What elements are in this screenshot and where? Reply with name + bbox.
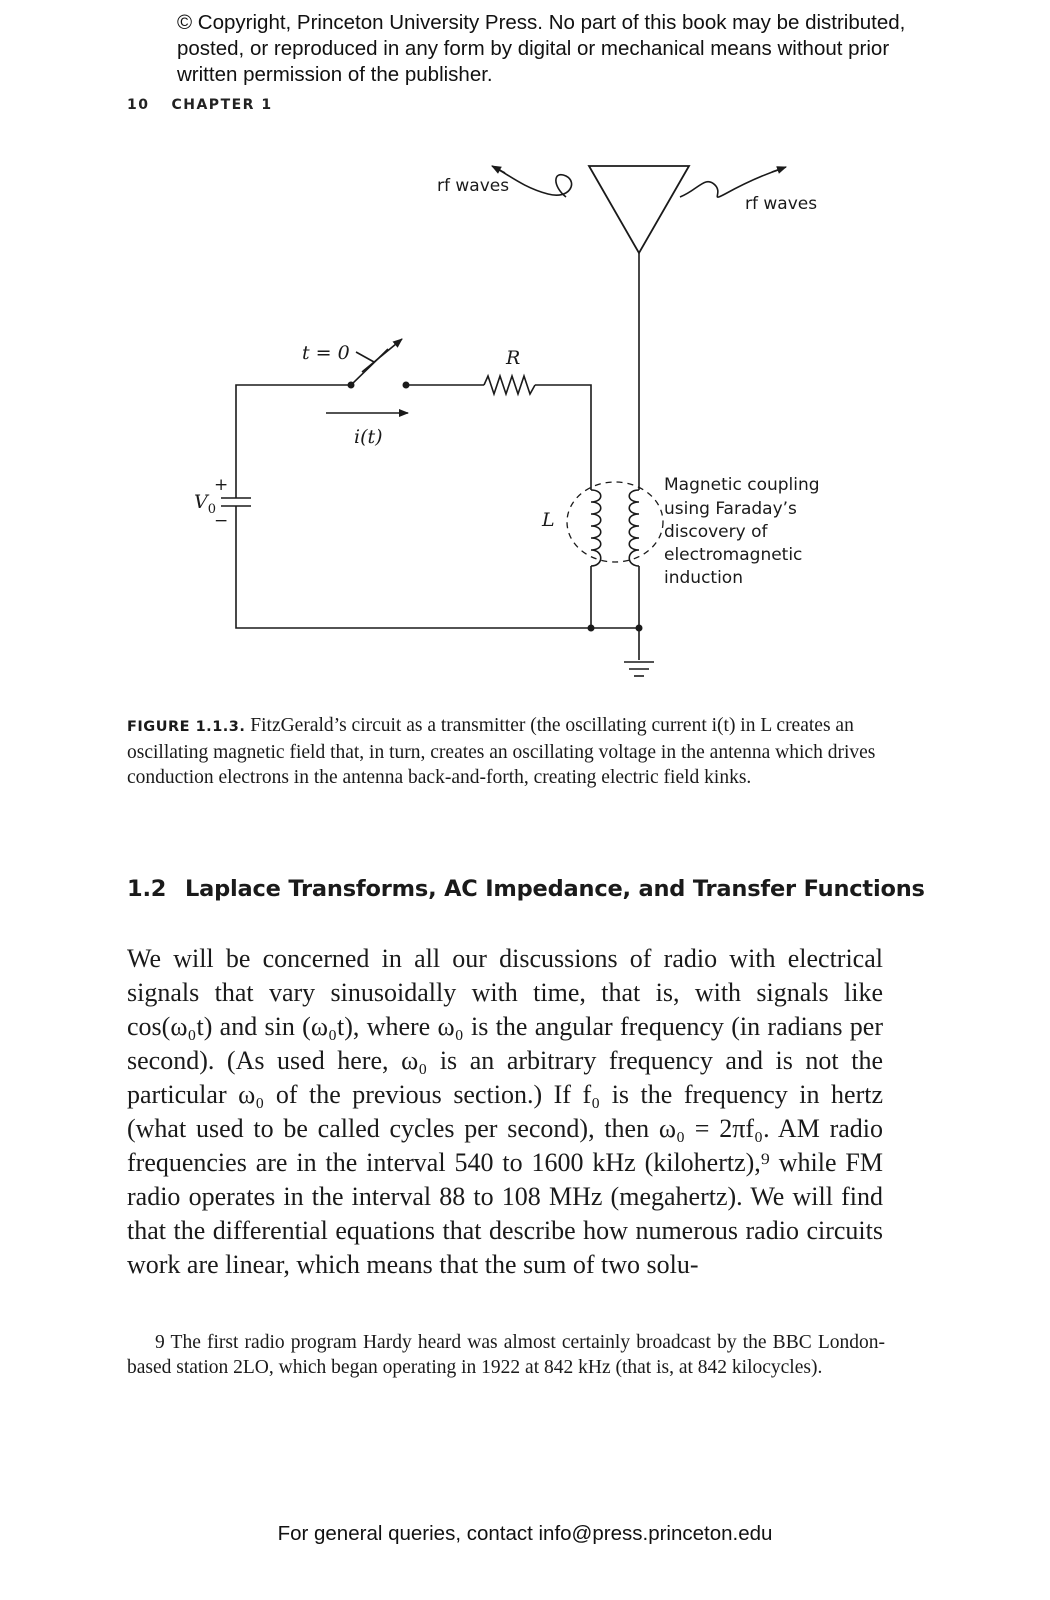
switch-arrow bbox=[362, 339, 402, 372]
voltage-label bbox=[194, 491, 216, 517]
rf-waves-right-label: rf waves bbox=[745, 194, 818, 214]
section-title: Laplace Transforms, AC Impedance, and Transfer Functions bbox=[185, 876, 925, 902]
resistor-label: R bbox=[506, 347, 521, 369]
junction-left bbox=[588, 625, 595, 632]
coupling-note-line4: electromagnetic bbox=[664, 545, 803, 565]
inductor-label: L bbox=[542, 509, 555, 531]
coupling-note-line1: Magnetic coupling bbox=[664, 475, 820, 495]
section-number: 1.2 bbox=[127, 876, 167, 902]
caption-text: FitzGerald’s circuit as a transmitter (the oscillating current i(t) in L creates an oscillating magnetic field that, in turn, creates an oscillating voltage in the antenna which drives conduction electrons in the antenna back-and-forth, creating electric field kinks. bbox=[127, 715, 876, 788]
coupling-enclosure bbox=[567, 482, 663, 562]
capacitor-plus-label: + bbox=[214, 475, 229, 495]
coupling-note-line5: induction bbox=[664, 568, 743, 588]
wire-left-top bbox=[236, 385, 354, 498]
rf-wave-right bbox=[680, 168, 784, 197]
rf-waves-left-label: rf waves bbox=[437, 176, 510, 196]
current-label: i(t) bbox=[354, 426, 383, 448]
caption-label: FIGURE 1.1.3. bbox=[127, 719, 246, 735]
wire-left-bottom bbox=[236, 514, 640, 628]
junction-right bbox=[636, 625, 643, 632]
switch-arrow-tail bbox=[356, 352, 374, 362]
voltage-subscript: 0 bbox=[207, 502, 217, 517]
coupling-note-line3: discovery of bbox=[664, 522, 768, 542]
voltage-symbol: V bbox=[194, 491, 208, 513]
resistor-symbol bbox=[484, 376, 535, 394]
chapter-label: CHAPTER 1 bbox=[171, 97, 273, 113]
body-paragraph: We will be concerned in all our discussions of radio with electrical signals that vary sinusoidally with time, that is, with signals like cos(ω₀t) and sin (ω₀t), where ω₀ is the angular frequency (in radians per second). (As used here, ω₀ is an arbitrary frequency and is not the particular ω₀ of the previous section.) If f₀ is the frequency in hertz (what used to be called cycles per second), then ω₀ = 2πf₀. AM radio frequencies are in the interval 540 to 1600 kHz (kilohertz),⁹ while FM radio operates in the interval 88 to 108 MHz (megahertz). We will find that the differential equations that describe how numerous radio circuits work are linear, which means that the sum of two solu- bbox=[127, 944, 883, 1279]
figure-caption bbox=[127, 713, 897, 790]
capacitor-minus-label: − bbox=[214, 511, 229, 531]
footnote bbox=[127, 1331, 885, 1380]
coupling-note-line2: using Faraday’s bbox=[664, 499, 797, 519]
inductor-secondary bbox=[629, 490, 639, 566]
circuit-figure bbox=[0, 0, 1050, 700]
page-number: 10 bbox=[127, 97, 150, 113]
wire-resistor-to-coil bbox=[535, 385, 591, 490]
inductor-primary bbox=[591, 490, 601, 566]
switch-contact-right bbox=[403, 382, 410, 389]
switch-contact-left bbox=[348, 382, 355, 389]
switch-time-label: t = 0 bbox=[302, 342, 350, 364]
section-heading bbox=[127, 876, 927, 902]
footnote-number: 9 bbox=[155, 1332, 165, 1353]
copyright-notice: © Copyright, Princeton University Press. No part of this book may be distributed, posted, or reproduced in any form by digital or mechanical means without prior written permission of the publisher. bbox=[177, 11, 906, 86]
antenna-triangle bbox=[589, 166, 689, 253]
footnote-text: The first radio program Hardy heard was almost certainly broadcast by the BBC London-based station 2LO, which began operating in 1922 at 842 kHz (that is, at 842 kilocycles). bbox=[127, 1332, 885, 1378]
contact-footer: For general queries, contact info@press.princeton.edu bbox=[277, 1522, 773, 1545]
